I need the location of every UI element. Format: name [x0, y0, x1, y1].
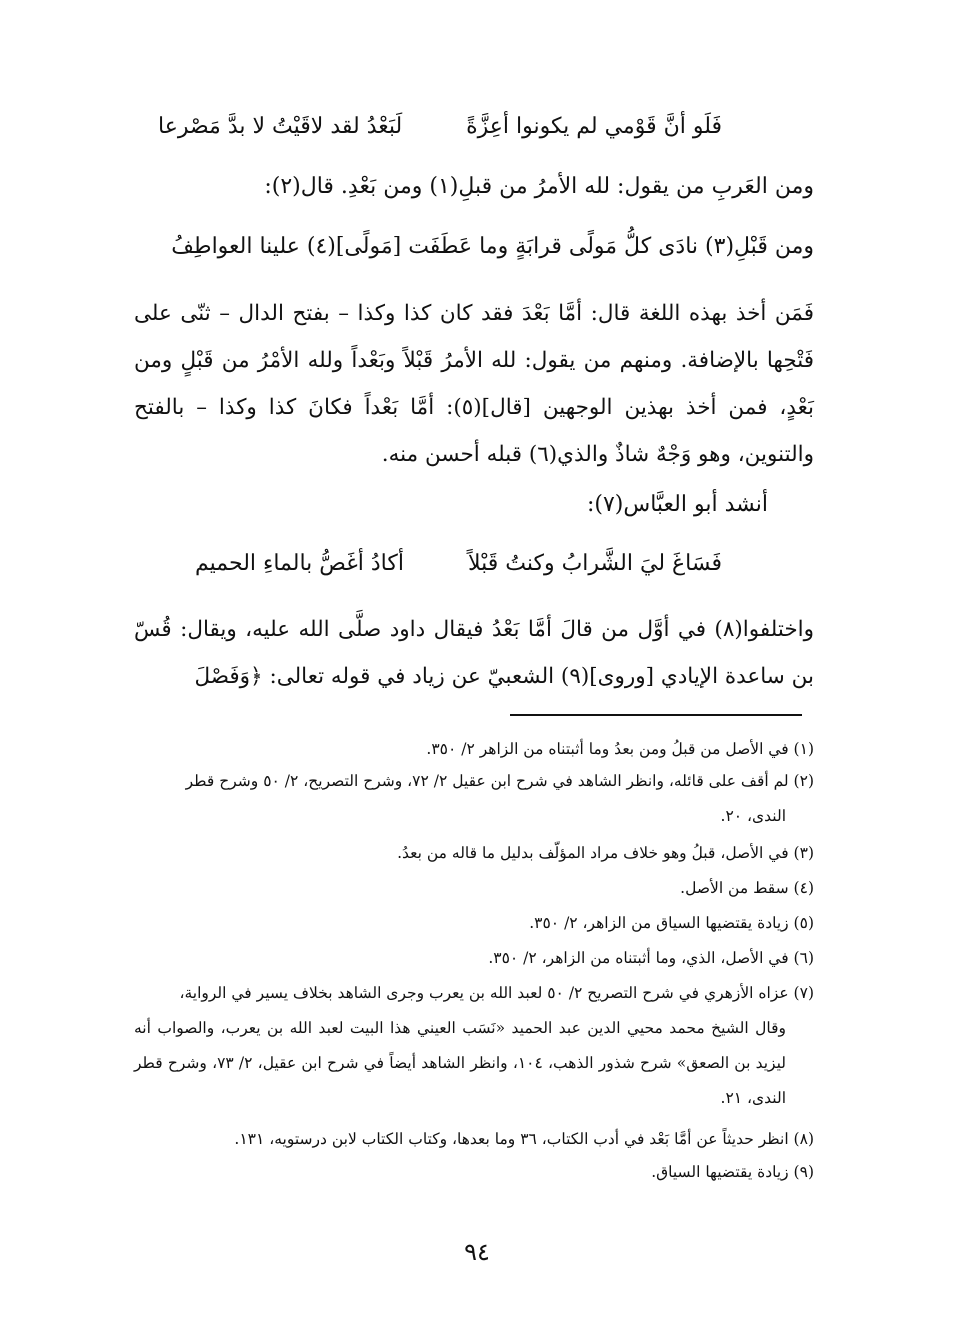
- footnote-9: (٩) زيادة يقتضيها السياق.: [651, 1163, 814, 1181]
- verse-3-left-hemistich: أكادُ أغَصُّ بالماءِ الحميم: [195, 551, 404, 576]
- footnote-5: (٥) زيادة يقتضيها السياق من الزاهر، ٢/ ٣٥٠.: [529, 914, 814, 932]
- footnote-6: (٦) في الأصل، الذي، وما أثبتناه من الزاهر، ٢/ ٣٥٠.: [488, 949, 814, 967]
- paragraph-2: واختلفوا(٨) في أوَّل من قالَ أمَّا بَعْدُ فيقال داود صلَّى الله عليه، ويقال: قُسّ بن ساعدة الإيادي [وروى](٩) الشعبيّ عن زياد في قوله تعالى: ﴿وَفَصْلَ: [134, 617, 814, 689]
- footnote-7: (٧) عزاه الأزهري في شرح التصريح ٢/ ٥٠ لعبد الله بن يعرب وجرى الشاهد بخلاف يسير في الرواية،: [179, 984, 814, 1002]
- footnote-7-continued: وقال الشيخ محمد محيي الدين عبد الحميد «نَسَب العيني هذا البيت لعبد الله بن يعرب، والصواب أنه ليزيد بن الصعق» شرح شذور الذهب، ١٠٤، وانظر الشاهد أيضاً في شرح ابن عقيل، ٢/ ٧٣، وشرح قطر الندى، ٢١.: [134, 1019, 787, 1107]
- footnote-3: (٣) في الأصل، قبلُ وهو خلاف مراد المؤلّف بدليل ما قاله من بعدُ.: [397, 844, 814, 862]
- footnote-8: (٨) انظر حديثاً عن أمَّا بَعْد في أدب الكتاب، ٣٦ وما بعدها، وكتاب الكتاب لابن درستويه، ١٣١.: [234, 1130, 814, 1148]
- footnote-separator: [510, 714, 802, 716]
- footnote-2-continued: الندى، ٢٠.: [720, 807, 786, 825]
- verse-1-left-hemistich: لَبَعْدُ لقد لاقَيْتُ لا بدَّ مَصْرعا: [158, 114, 403, 139]
- verse-3-right-hemistich: فَسَاغَ ليَ الشَّرابُ وكنتُ قَبْلاً: [467, 551, 722, 576]
- verse-2: ومن قَبْلِ(٣) نادَى كلُّ مَولًى قرابَةٍ وما عَطَفَت [مَولًى](٤) علينا العواطِفُ: [171, 234, 814, 259]
- footnote-1: (١) في الأصل من قبلُ ومن بعدُ وما أثبتناه من الزاهر ٢/ ٣٥٠.: [426, 740, 814, 758]
- paragraph-1: فَمَن أخذ بهذه اللغة قال: أمَّا بَعْدَ فقد كان كذا وكذا – بفتح الدال – ثنّى على فَتْحِها بالإضافة. ومنهم من يقول: لله الأمرُ قَبْلاً وبَعْداً ولله الأمْرُ من قَبْلٍ ومن بَعْدٍ، فمن أخذ بهذين الوجهين [قال](٥): أمَّا بَعْداً فكانَ كذا وكذا – بالفتح والتنوين، وهو وَجْهٌ شاذٌ والذي(٦) قبله أحسن منه.: [134, 301, 814, 467]
- footnote-4: (٤) سقط من الأصل.: [680, 879, 814, 897]
- body-line-1: ومن العَربِ من يقول: لله الأمرُ من قبلِ(١) ومن بَعْدِ. قال(٢):: [264, 174, 814, 199]
- verse-1-right-hemistich: فَلَو أنَّ قَوْمي لم يكونوا أعِزَّةً: [466, 114, 722, 139]
- page-number: ٩٤: [464, 1238, 490, 1266]
- footnote-2: (٢) لم أقف على قائله، وانظر الشاهد في شرح ابن عقيل ٢/ ٧٢، وشرح التصريح، ٢/ ٥٠ وشرح قطر: [185, 772, 814, 790]
- body-line-2: أنشد أبو العبَّاس(٧):: [586, 492, 768, 517]
